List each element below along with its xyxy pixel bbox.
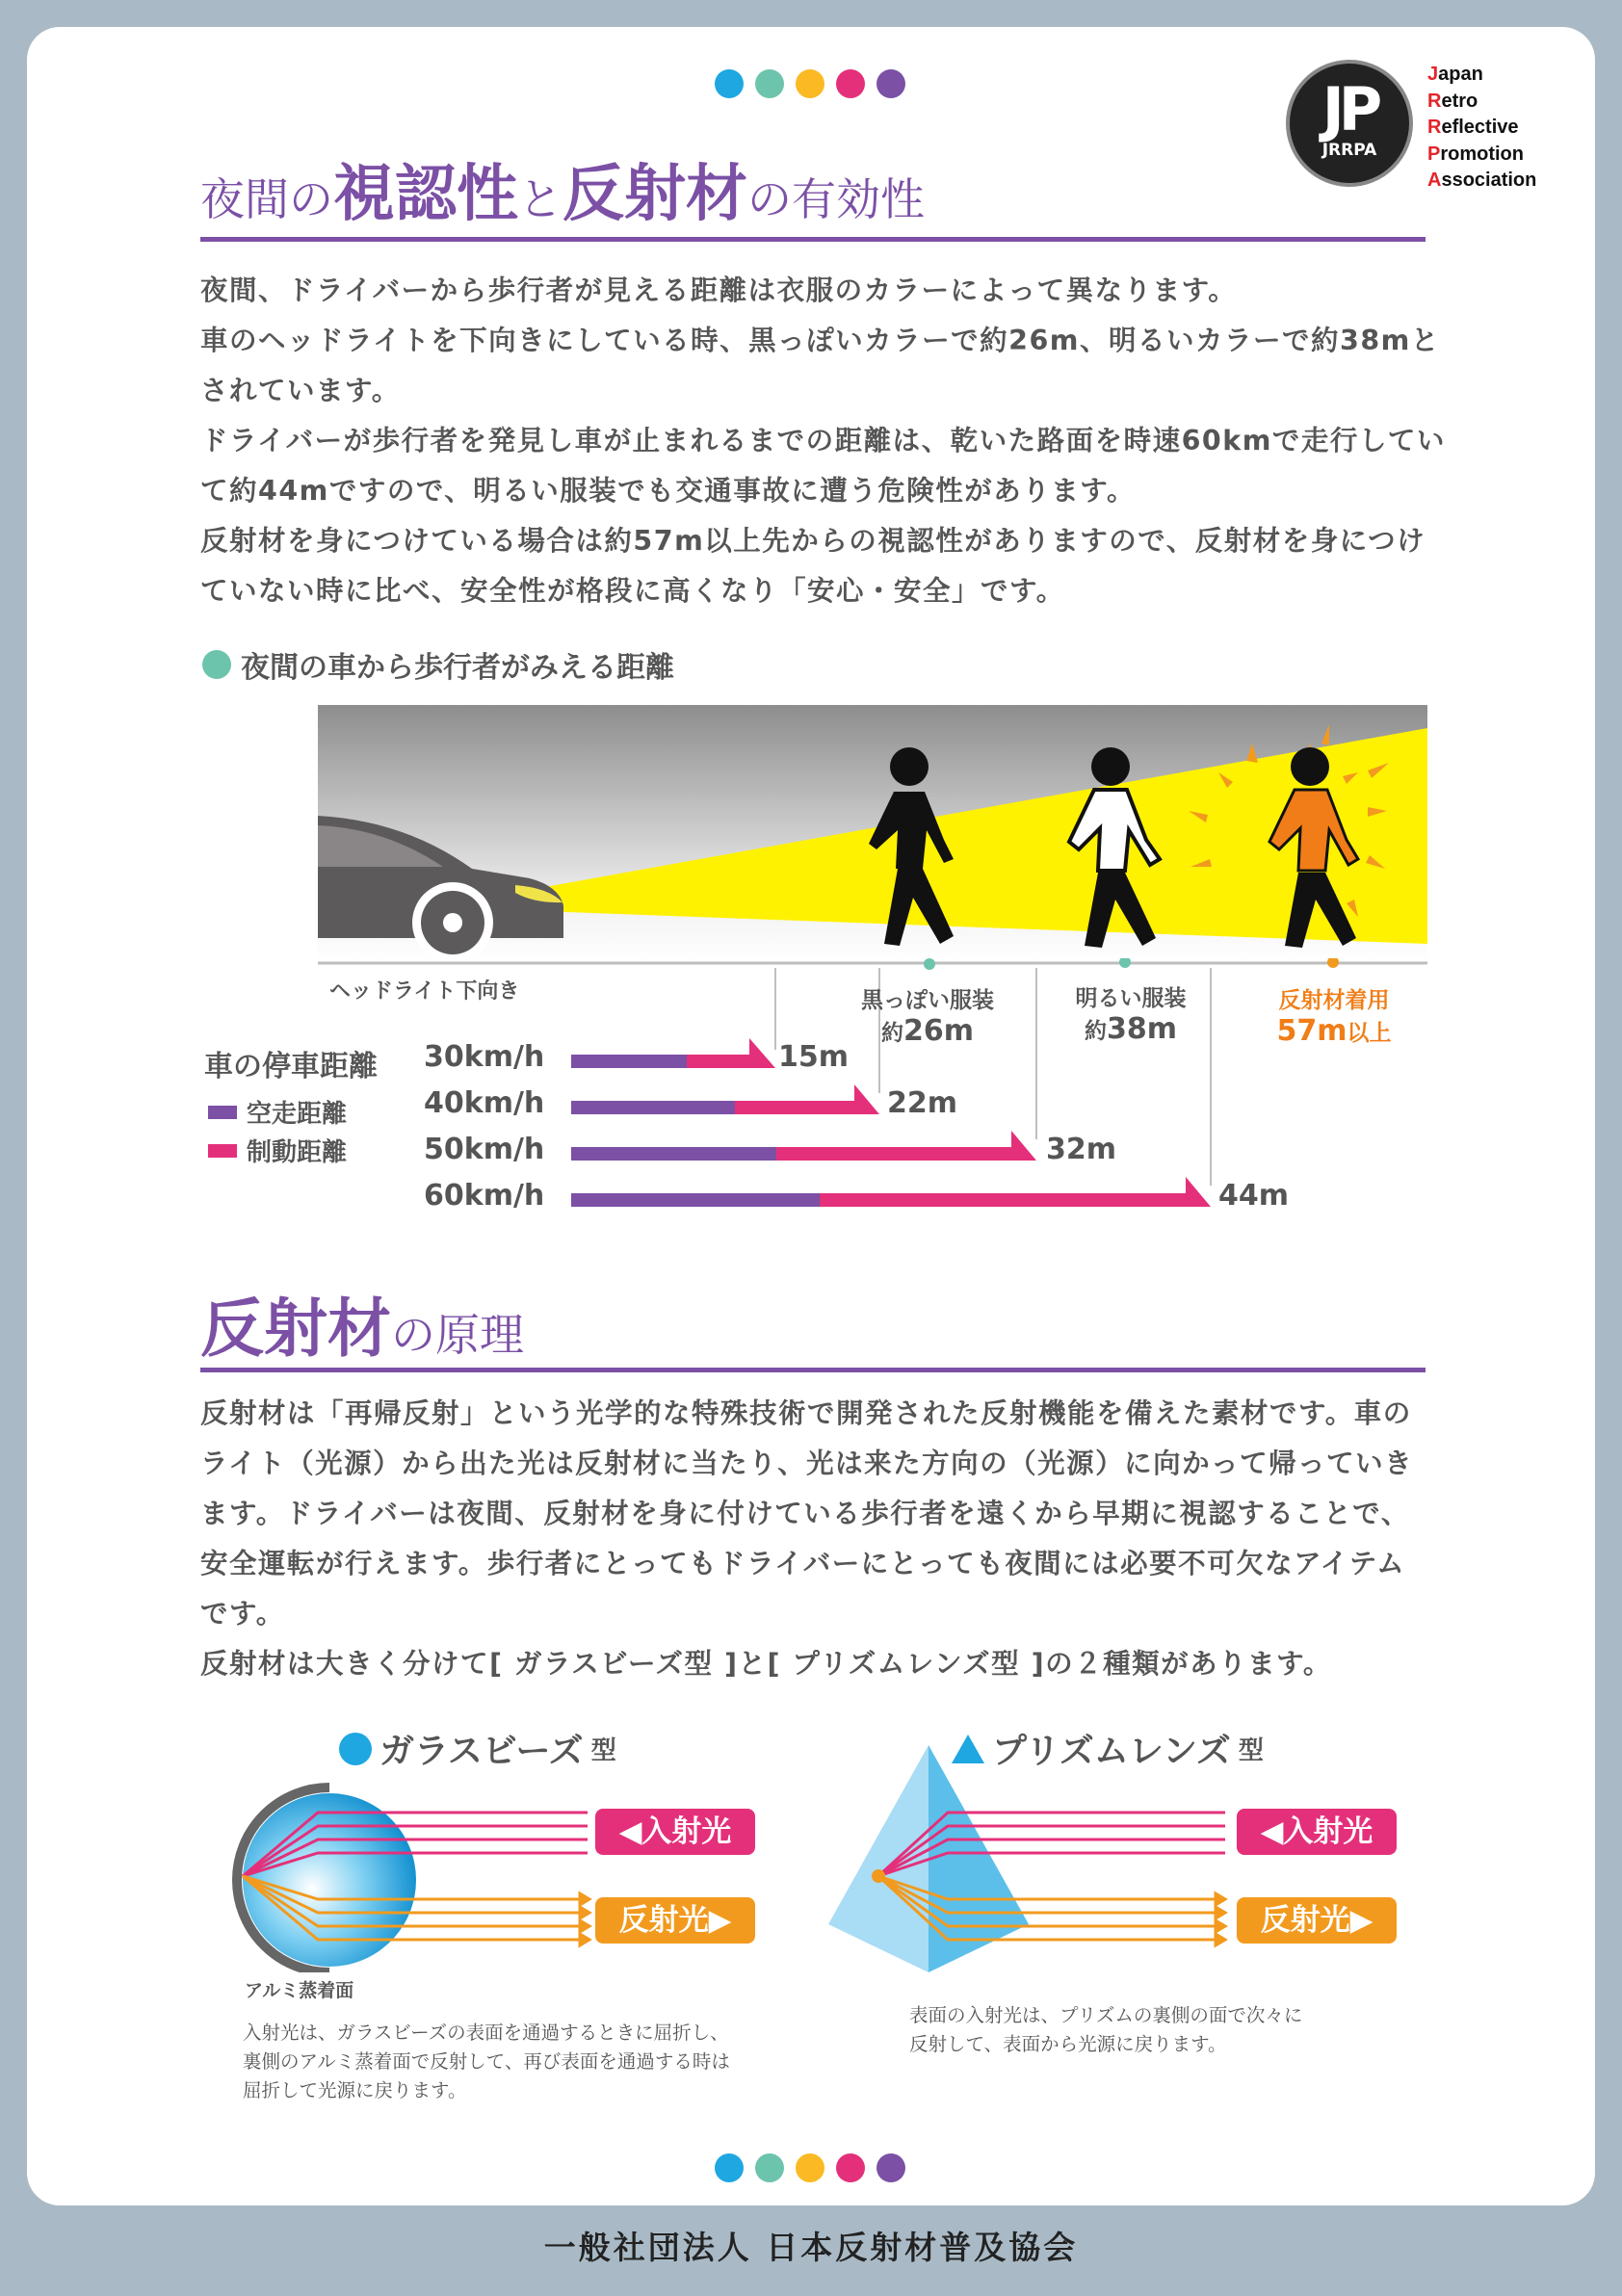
type-name: ガラスビーズ: [379, 1732, 584, 1771]
legend-text: 空走距離: [247, 1100, 348, 1129]
prism-incident-tag: ◀入射光: [1237, 1809, 1397, 1855]
prism-reflected-tag: 反射光▶: [1237, 1897, 1397, 1944]
logo-initial: R: [1427, 90, 1442, 112]
marker-dark: [924, 958, 935, 970]
logo-line: [1427, 89, 1536, 116]
reflect-text: 反射材着用: [1278, 988, 1390, 1013]
paragraph: ドライバーが歩行者を発見し車が止まれるまでの距離は、乾いた路面を時速60kmで走行していて約44mですので、明るい服装でも交通事故に遭う危険性があります。: [200, 425, 1446, 507]
prism-diagram: [826, 1745, 1231, 1976]
marker-bright: [1119, 958, 1131, 968]
distance-label: 32m: [1046, 1133, 1117, 1166]
bar-row: [571, 1038, 775, 1068]
glass-note: [243, 2019, 730, 2105]
bar-row: [571, 1084, 879, 1114]
section2-body: [200, 1389, 1433, 1689]
title-part: 視認性: [333, 159, 518, 230]
note-line: 反射して、表面から光源に戻ります。: [909, 2033, 1227, 2055]
logo-initial: A: [1427, 170, 1442, 191]
speed-label: 60km/h: [424, 1179, 545, 1213]
legend-text: 制動距離: [247, 1138, 348, 1167]
type-suffix: 型: [590, 1736, 616, 1765]
dot: [836, 69, 865, 98]
dot: [796, 69, 824, 98]
section2-title: [200, 1289, 524, 1375]
note-line: 入射光は、ガラスビーズの表面を通過するときに屈折し、: [243, 2022, 729, 2044]
bright-clothes-text: 明るい服装: [1075, 986, 1187, 1011]
logo-initial: R: [1427, 117, 1442, 138]
glass-incident-tag: ◀入射光: [595, 1809, 755, 1855]
dark-clothes-text: 黒っぽい服装: [861, 988, 994, 1013]
distance-label: 22m: [887, 1086, 958, 1120]
dark-distance: 26m: [903, 1014, 974, 1048]
note-line: 屈折して光源に戻ります。: [243, 2079, 467, 2101]
approx-text: 約: [880, 1021, 903, 1046]
title-part: と: [518, 173, 562, 225]
logo-text: [1427, 62, 1536, 195]
headlight-label: ヘッドライト下向き: [329, 979, 520, 1004]
bottom-color-dots: [715, 2153, 905, 2182]
approx-text: 約: [1084, 1019, 1107, 1044]
paragraph: 反射材は大きく分けて[ ガラスビーズ型 ]と[ プリズムレンズ型 ]の２種類があります。: [200, 1648, 1332, 1680]
type-suffix: 型: [1238, 1736, 1264, 1765]
dot: [715, 69, 744, 98]
logo-rest: eflective: [1441, 117, 1519, 138]
dot: [796, 2153, 824, 2182]
title-part: 夜間の: [200, 173, 333, 225]
stopping-title: 車の停車距離: [204, 1050, 378, 1083]
logo-line: [1427, 142, 1536, 169]
logo-rest: etro: [1441, 90, 1478, 112]
distance-label: 15m: [778, 1040, 850, 1074]
logo-initial: P: [1427, 143, 1441, 165]
section1-title: [200, 154, 925, 240]
logo-initial: J: [1427, 64, 1439, 85]
bullet-icon: [202, 650, 231, 679]
dot: [755, 69, 784, 98]
heading-text: 夜間の車から歩行者がみえる距離: [241, 651, 674, 685]
paragraph: 夜間、ドライバーから歩行者が見える距離は衣服のカラーによって異なります。: [200, 274, 1238, 306]
note-line: 裏側のアルミ蒸着面で反射して、再び表面を通過する時は: [243, 2050, 730, 2073]
title-part: 反射材: [200, 1292, 391, 1366]
marker-reflect: [1327, 958, 1339, 968]
circle-icon: [339, 1733, 372, 1765]
logo-rest: romotion: [1440, 143, 1524, 165]
speed-label: 30km/h: [424, 1040, 545, 1074]
bright-distance: 38m: [1106, 1012, 1177, 1046]
reflect-distance: 57m: [1276, 1014, 1347, 1048]
logo-rest: apan: [1438, 64, 1483, 85]
top-color-dots: [715, 69, 905, 98]
title-part: 反射材: [562, 159, 747, 230]
speed-label: 40km/h: [424, 1086, 545, 1120]
paragraph: 反射材を身につけている場合は約57m以上先からの視認性がありますので、反射材を身につけていない時に比べ、安全性が格段に高くなり「安心・安全」です。: [200, 525, 1426, 607]
dot: [876, 2153, 905, 2182]
paragraph: 反射材は「再帰反射」という光学的な特殊技術で開発された反射機能を備えた素材です。車のライト（光源）から出た光は反射材に当たり、光は来た方向の（光源）に向かって帰っていきます。ドライバーは夜間、反射材を身に付けている歩行者を遠くから早期に視認することで、安全運転が行えます。歩行者にとってもドライバーにとっても夜間には必要不可欠なアイテムです。: [200, 1397, 1414, 1630]
type-name: プリズムレンズ: [992, 1732, 1231, 1771]
bar-row: [571, 1131, 1036, 1161]
footer-org-name: 一般社団法人 日本反射材普及協会: [543, 2229, 1079, 2266]
logo-mark: JP: [1321, 74, 1377, 144]
glass-bead-heading: [339, 1724, 616, 1773]
prism-note: [909, 2001, 1302, 2059]
more-than-text: 以上: [1347, 1021, 1392, 1046]
logo-rest: ssociation: [1441, 170, 1537, 191]
logo-line: [1427, 168, 1536, 195]
dot: [876, 69, 905, 98]
logo-sub: JRRPA: [1321, 141, 1377, 160]
jrrpa-logo: [1286, 60, 1413, 187]
dot: [715, 2153, 744, 2182]
note-line: 表面の入射光は、プリズムの裏側の面で次々に: [909, 2004, 1303, 2026]
section2-rule: [200, 1368, 1426, 1372]
paragraph: 車のヘッドライトを下向きにしている時、黒っぽいカラーで約26m、明るいカラーで約38mとされています。: [200, 325, 1440, 406]
section1-rule: [200, 237, 1426, 242]
distance-label: 44m: [1218, 1179, 1290, 1213]
glass-reflected-tag: 反射光▶: [595, 1897, 755, 1944]
title-part: の原理: [391, 1309, 524, 1361]
dot: [836, 2153, 865, 2182]
aluminum-label: アルミ蒸着面: [245, 1980, 354, 2001]
dot: [755, 2153, 784, 2182]
bar-row: [571, 1177, 1211, 1207]
visibility-heading: [202, 643, 674, 686]
night-scene: [318, 705, 1427, 965]
title-part: の有効性: [747, 173, 925, 225]
section1-body: [200, 266, 1452, 616]
logo-line: [1427, 62, 1536, 89]
logo-line: [1427, 115, 1536, 142]
speed-label: 50km/h: [424, 1133, 545, 1166]
